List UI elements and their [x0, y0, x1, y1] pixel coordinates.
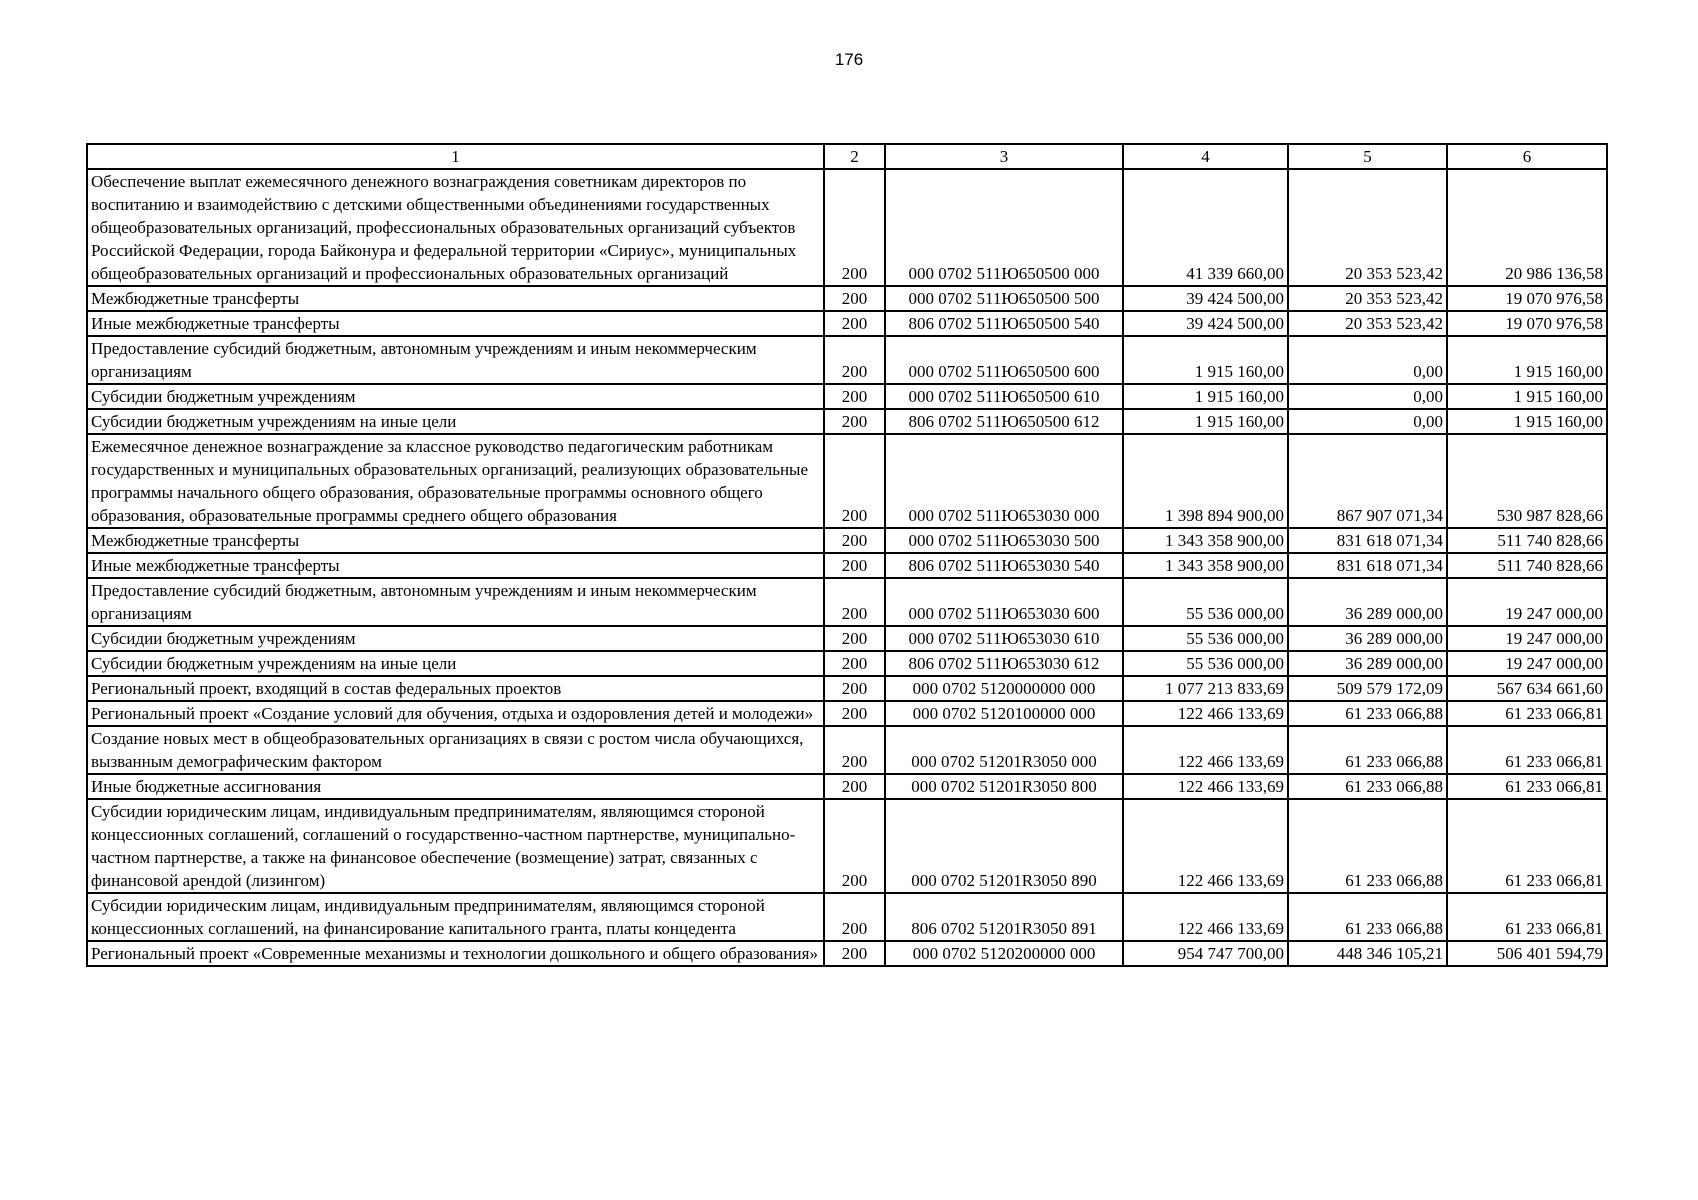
row-classification-code: 000 0702 511Ю650500 500	[885, 286, 1123, 311]
table-row	[87, 553, 1607, 578]
header-col-3: 3	[885, 144, 1123, 169]
table-row	[87, 409, 1607, 434]
row-classification-code: 000 0702 511Ю653030 600	[885, 578, 1123, 626]
row-value-col5: 20 353 523,42	[1288, 169, 1447, 286]
row-value-col4: 1 077 213 833,69	[1123, 676, 1288, 701]
row-classification-code: 000 0702 511Ю653030 500	[885, 528, 1123, 553]
row-classification-code: 806 0702 51201R3050 891	[885, 893, 1123, 941]
row-value-col5: 448 346 105,21	[1288, 941, 1447, 966]
row-value-col5: 61 233 066,88	[1288, 799, 1447, 893]
row-value-col4: 1 915 160,00	[1123, 384, 1288, 409]
row-value-col5: 509 579 172,09	[1288, 676, 1447, 701]
header-col-4: 4	[1123, 144, 1288, 169]
row-code: 200	[824, 409, 885, 434]
row-value-col6: 511 740 828,66	[1447, 528, 1607, 553]
row-name: Ежемесячное денежное вознаграждение за классное руководство педагогическим работникам государственных и муниципальных образовательных организаций, реализующих образовательные программы начального общего образования, образовательные программы основного общего образования, образовательные программы среднего общего образования	[87, 434, 824, 528]
row-value-col6: 61 233 066,81	[1447, 799, 1607, 893]
row-code: 200	[824, 651, 885, 676]
row-value-col6: 1 915 160,00	[1447, 384, 1607, 409]
row-classification-code: 806 0702 511Ю650500 540	[885, 311, 1123, 336]
row-value-col4: 122 466 133,69	[1123, 893, 1288, 941]
row-name: Межбюджетные трансферты	[87, 286, 824, 311]
row-classification-code: 000 0702 511Ю653030 000	[885, 434, 1123, 528]
row-code: 200	[824, 311, 885, 336]
row-name: Обеспечение выплат ежемесячного денежного вознаграждения советникам директоров по воспитанию и взаимодействию с детскими общественными объединениями государственных общеобразовательных организаций, профессиональных образовательных организаций субъектов Российской Федерации, города Байконура и федеральной территории «Сириус», муниципальных общеобразовательных организаций и профессиональных образовательных организаций	[87, 169, 824, 286]
row-value-col4: 1 398 894 900,00	[1123, 434, 1288, 528]
table-row	[87, 528, 1607, 553]
row-name: Предоставление субсидий бюджетным, автономным учреждениям и иным некоммерческим организациям	[87, 336, 824, 384]
table-row	[87, 384, 1607, 409]
row-classification-code: 000 0702 5120200000 000	[885, 941, 1123, 966]
row-value-col6: 61 233 066,81	[1447, 701, 1607, 726]
row-value-col6: 530 987 828,66	[1447, 434, 1607, 528]
row-code: 200	[824, 384, 885, 409]
table-row	[87, 676, 1607, 701]
table-row	[87, 651, 1607, 676]
row-classification-code: 000 0702 51201R3050 800	[885, 774, 1123, 799]
table-row	[87, 941, 1607, 966]
row-value-col5: 867 907 071,34	[1288, 434, 1447, 528]
table-row	[87, 169, 1607, 286]
table-row	[87, 626, 1607, 651]
row-value-col5: 61 233 066,88	[1288, 726, 1447, 774]
row-code: 200	[824, 799, 885, 893]
row-code: 200	[824, 726, 885, 774]
row-name: Иные бюджетные ассигнования	[87, 774, 824, 799]
row-code: 200	[824, 578, 885, 626]
row-value-col6: 19 070 976,58	[1447, 286, 1607, 311]
row-classification-code: 000 0702 511Ю650500 610	[885, 384, 1123, 409]
row-classification-code: 000 0702 511Ю650500 600	[885, 336, 1123, 384]
row-value-col4: 39 424 500,00	[1123, 286, 1288, 311]
budget-table	[86, 143, 1608, 967]
row-code: 200	[824, 286, 885, 311]
row-value-col6: 19 247 000,00	[1447, 578, 1607, 626]
row-name: Субсидии юридическим лицам, индивидуальным предпринимателям, являющимся стороной концессионных соглашений, на финансирование капитального гранта, платы концедента	[87, 893, 824, 941]
row-value-col4: 1 343 358 900,00	[1123, 528, 1288, 553]
row-classification-code: 806 0702 511Ю650500 612	[885, 409, 1123, 434]
row-value-col4: 122 466 133,69	[1123, 726, 1288, 774]
row-name: Региональный проект «Создание условий для обучения, отдыха и оздоровления детей и молодежи»	[87, 701, 824, 726]
row-value-col5: 0,00	[1288, 384, 1447, 409]
row-value-col4: 122 466 133,69	[1123, 701, 1288, 726]
row-code: 200	[824, 528, 885, 553]
table-row	[87, 726, 1607, 774]
row-value-col5: 0,00	[1288, 336, 1447, 384]
row-value-col4: 39 424 500,00	[1123, 311, 1288, 336]
row-name: Иные межбюджетные трансферты	[87, 311, 824, 336]
header-col-5: 5	[1288, 144, 1447, 169]
row-code: 200	[824, 336, 885, 384]
row-value-col6: 1 915 160,00	[1447, 409, 1607, 434]
row-classification-code: 000 0702 51201R3050 000	[885, 726, 1123, 774]
row-value-col6: 19 247 000,00	[1447, 626, 1607, 651]
table-row	[87, 701, 1607, 726]
row-value-col6: 19 247 000,00	[1447, 651, 1607, 676]
row-value-col4: 55 536 000,00	[1123, 651, 1288, 676]
row-value-col4: 954 747 700,00	[1123, 941, 1288, 966]
header-col-6: 6	[1447, 144, 1607, 169]
row-value-col5: 0,00	[1288, 409, 1447, 434]
row-name: Создание новых мест в общеобразовательных организациях в связи с ростом числа обучающихся, вызванным демографическим фактором	[87, 726, 824, 774]
row-name: Субсидии бюджетным учреждениям на иные цели	[87, 409, 824, 434]
row-classification-code: 000 0702 511Ю650500 000	[885, 169, 1123, 286]
row-value-col5: 36 289 000,00	[1288, 578, 1447, 626]
row-value-col5: 831 618 071,34	[1288, 528, 1447, 553]
row-name: Региональный проект «Современные механизмы и технологии дошкольного и общего образования»	[87, 941, 824, 966]
row-classification-code: 000 0702 5120000000 000	[885, 676, 1123, 701]
row-value-col4: 41 339 660,00	[1123, 169, 1288, 286]
row-name: Субсидии бюджетным учреждениям на иные цели	[87, 651, 824, 676]
row-code: 200	[824, 169, 885, 286]
page-number: 176	[834, 50, 864, 69]
row-value-col4: 122 466 133,69	[1123, 799, 1288, 893]
row-name: Региональный проект, входящий в состав федеральных проектов	[87, 676, 824, 701]
row-value-col5: 61 233 066,88	[1288, 893, 1447, 941]
table-row	[87, 336, 1607, 384]
row-value-col5: 36 289 000,00	[1288, 626, 1447, 651]
row-value-col6: 20 986 136,58	[1447, 169, 1607, 286]
row-name: Предоставление субсидий бюджетным, автономным учреждениям и иным некоммерческим организациям	[87, 578, 824, 626]
row-name: Субсидии юридическим лицам, индивидуальным предпринимателям, являющимся стороной концессионных соглашений, соглашений о государственно-частном партнерстве, муниципально-частном партнерстве, а также на финансовое обеспечение (возмещение) затрат, связанных с финансовой арендой (лизингом)	[87, 799, 824, 893]
row-value-col5: 831 618 071,34	[1288, 553, 1447, 578]
table-row	[87, 774, 1607, 799]
table-row	[87, 893, 1607, 941]
table-row	[87, 286, 1607, 311]
row-code: 200	[824, 774, 885, 799]
row-value-col5: 20 353 523,42	[1288, 286, 1447, 311]
row-value-col6: 19 070 976,58	[1447, 311, 1607, 336]
row-value-col6: 61 233 066,81	[1447, 893, 1607, 941]
row-code: 200	[824, 434, 885, 528]
row-value-col5: 36 289 000,00	[1288, 651, 1447, 676]
row-name: Субсидии бюджетным учреждениям	[87, 384, 824, 409]
table-header-row	[87, 144, 1607, 169]
header-col-2: 2	[824, 144, 885, 169]
row-classification-code: 000 0702 51201R3050 890	[885, 799, 1123, 893]
table-row	[87, 434, 1607, 528]
row-code: 200	[824, 701, 885, 726]
row-value-col4: 122 466 133,69	[1123, 774, 1288, 799]
row-classification-code: 806 0702 511Ю653030 540	[885, 553, 1123, 578]
row-classification-code: 000 0702 511Ю653030 610	[885, 626, 1123, 651]
row-value-col6: 567 634 661,60	[1447, 676, 1607, 701]
row-value-col4: 55 536 000,00	[1123, 626, 1288, 651]
row-code: 200	[824, 941, 885, 966]
row-name: Иные межбюджетные трансферты	[87, 553, 824, 578]
row-code: 200	[824, 676, 885, 701]
row-value-col6: 61 233 066,81	[1447, 726, 1607, 774]
row-name: Межбюджетные трансферты	[87, 528, 824, 553]
row-classification-code: 000 0702 5120100000 000	[885, 701, 1123, 726]
table-row	[87, 578, 1607, 626]
header-col-1: 1	[87, 144, 824, 169]
table-body	[87, 169, 1607, 966]
row-value-col6: 61 233 066,81	[1447, 774, 1607, 799]
row-value-col6: 1 915 160,00	[1447, 336, 1607, 384]
row-value-col4: 1 915 160,00	[1123, 409, 1288, 434]
row-value-col4: 55 536 000,00	[1123, 578, 1288, 626]
row-value-col6: 506 401 594,79	[1447, 941, 1607, 966]
row-code: 200	[824, 893, 885, 941]
table-row	[87, 311, 1607, 336]
row-value-col5: 61 233 066,88	[1288, 701, 1447, 726]
row-value-col6: 511 740 828,66	[1447, 553, 1607, 578]
row-classification-code: 806 0702 511Ю653030 612	[885, 651, 1123, 676]
row-code: 200	[824, 626, 885, 651]
row-value-col5: 20 353 523,42	[1288, 311, 1447, 336]
table-row	[87, 799, 1607, 893]
row-value-col5: 61 233 066,88	[1288, 774, 1447, 799]
row-name: Субсидии бюджетным учреждениям	[87, 626, 824, 651]
row-code: 200	[824, 553, 885, 578]
row-value-col4: 1 343 358 900,00	[1123, 553, 1288, 578]
row-value-col4: 1 915 160,00	[1123, 336, 1288, 384]
